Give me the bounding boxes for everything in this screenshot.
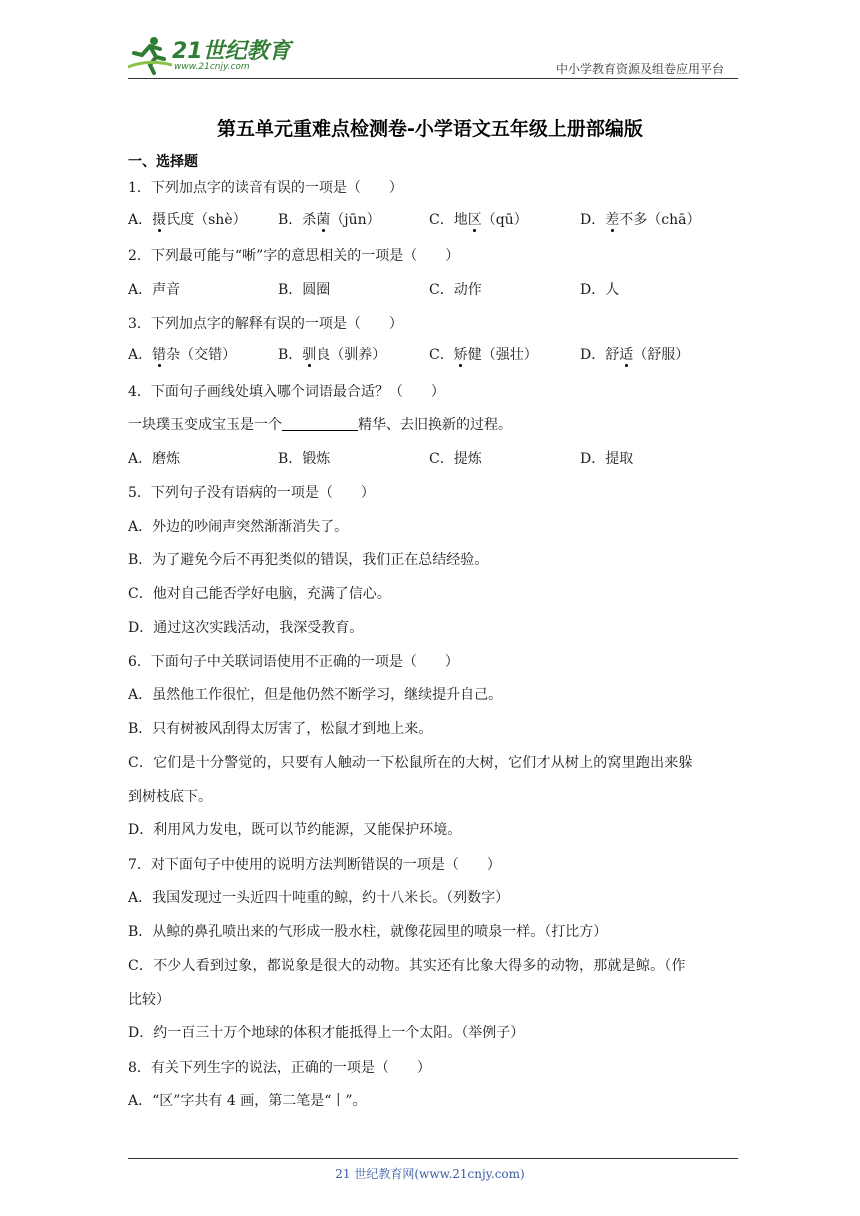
dotted-char: 菌 — [316, 212, 331, 228]
dotted-char: 驯 — [302, 347, 317, 363]
page-header — [128, 30, 738, 80]
footer-link[interactable]: 21 世纪教育网(www.21cnjy.com) — [335, 1167, 525, 1181]
question-6-option-d[interactable]: D．利用风力发电，既可以节约能源，又能保护环境。 — [128, 822, 462, 838]
question-6-stem: 6．下面句子中关联词语使用不正确的一项是（ ） — [128, 654, 459, 670]
option-text: 良（驯养） — [316, 347, 387, 363]
question-2-option-a[interactable]: A．声音 — [128, 282, 181, 298]
option-text: 健（强壮） — [467, 347, 538, 363]
question-8-stem: 8．有关下列生字的说法，正确的一项是（ ） — [128, 1060, 431, 1076]
dotted-char: 矫 — [453, 347, 468, 363]
question-3-option-b[interactable] — [278, 345, 386, 365]
option-text: （qū） — [481, 212, 528, 228]
option-text: 氏度（shè） — [166, 212, 247, 228]
question-1-option-b[interactable] — [278, 210, 381, 230]
question-3-option-c[interactable] — [429, 345, 538, 365]
question-5-option-d[interactable]: D．通过这次实践活动，我深受教育。 — [128, 620, 364, 636]
page-title: 第五单元重难点检测卷-小学语文五年级上册部编版 — [217, 118, 643, 140]
header-divider — [128, 78, 738, 79]
question-6-option-a[interactable]: A．虽然他工作很忙，但是他仍然不断学习，继续提升自己。 — [128, 687, 503, 703]
question-6-option-c-continued: 到树枝底下。 — [128, 789, 212, 805]
question-2-option-c[interactable]: C．动作 — [429, 282, 482, 298]
question-7-option-c[interactable]: C．不少人看到过象，都说象是很大的动物。其实还有比象大得多的动物，那就是鲸。（作 — [128, 958, 686, 974]
dotted-char: 差 — [605, 212, 620, 228]
running-figure-logo-icon — [128, 35, 172, 75]
question-7-option-a[interactable]: A．我国发现过一头近四十吨重的鲸，约十八米长。（列数字） — [128, 890, 510, 906]
question-5-stem: 5．下列句子没有语病的一项是（ ） — [128, 485, 375, 501]
question-3-option-a[interactable] — [128, 345, 236, 365]
question-4-option-d[interactable]: D．提取 — [580, 451, 634, 467]
question-6-option-b[interactable]: B．只有树被风刮得太厉害了，松鼠才到地上来。 — [128, 721, 433, 737]
platform-name: 中小学教育资源及组卷应用平台 — [555, 62, 724, 76]
question-4-option-c[interactable]: C．提炼 — [429, 451, 482, 467]
logo-url: www.21cnjy.com — [174, 62, 250, 72]
option-text: 不多（chā） — [619, 212, 701, 228]
option-text: 杂（交错） — [166, 347, 237, 363]
logo-text: 21世纪教育 — [172, 39, 291, 64]
fill-in-blank[interactable] — [282, 416, 358, 431]
dotted-char: 区 — [467, 212, 482, 228]
question-2-stem: 2．下列最可能与“唽”字的意思相关的一项是（ ） — [128, 248, 460, 264]
question-1-option-c[interactable] — [429, 210, 528, 230]
question-2-option-b[interactable]: B．圆圈 — [278, 282, 331, 298]
question-8-option-a[interactable]: A．“区”字共有 4 画，第二笔是“丨”。 — [128, 1093, 367, 1109]
option-prefix: A． — [128, 212, 153, 228]
option-prefix: C． — [429, 347, 454, 363]
option-prefix: D． — [580, 212, 606, 228]
question-5-option-a[interactable]: A．外边的吵闹声突然渐渐消失了。 — [128, 519, 349, 535]
question-3-option-d[interactable] — [580, 345, 689, 365]
question-4-option-a[interactable]: A．磨炼 — [128, 451, 181, 467]
question-1-stem: 1．下列加点字的读音有误的一项是（ ） — [128, 180, 403, 196]
question-4-sentence — [128, 415, 512, 435]
question-2-option-d[interactable]: D．人 — [580, 282, 620, 298]
option-text: （jūn） — [330, 212, 381, 228]
option-prefix: D．舒 — [580, 347, 620, 363]
site-logo[interactable] — [128, 34, 291, 76]
option-prefix: B． — [278, 347, 303, 363]
dotted-char: 适 — [619, 347, 634, 363]
option-prefix: B．杀 — [278, 212, 317, 228]
question-4-option-b[interactable]: B．锻炼 — [278, 451, 331, 467]
question-7-stem: 7．对下面句子中使用的说明方法判断错误的一项是（ ） — [128, 857, 501, 873]
dotted-char: 摄 — [152, 212, 167, 228]
question-5-option-c[interactable]: C．他对自己能否学好电脑，充满了信心。 — [128, 586, 391, 602]
section-heading: 一、选择题 — [128, 154, 198, 170]
question-3-stem: 3．下列加点字的解释有误的一项是（ ） — [128, 316, 403, 332]
footer-divider — [128, 1158, 738, 1159]
question-7-option-d[interactable]: D．约一百三十万个地球的体积才能抵得上一个太阳。（举例子） — [128, 1025, 525, 1041]
question-6-option-c[interactable]: C．它们是十分警觉的，只要有人触动一下松鼠所在的大树，它们才从树上的窝里跑出来躲 — [128, 755, 693, 771]
question-5-option-b[interactable]: B．为了避免今后不再犯类似的错误，我们正在总结经验。 — [128, 552, 489, 568]
option-text: （舒服） — [633, 347, 690, 363]
question-1-option-a[interactable] — [128, 210, 247, 230]
question-7-option-b[interactable]: B．从鲸的鼻孔喷出来的气形成一股水柱，就像花园里的喷泉一样。（打比方） — [128, 924, 608, 940]
option-prefix: C．地 — [429, 212, 468, 228]
question-1-option-d[interactable] — [580, 210, 700, 230]
dotted-char: 错 — [152, 347, 167, 363]
sentence-text: 一块璞玉变成宝玉是一个 — [128, 417, 282, 433]
sentence-text: 精华、去旧换新的过程。 — [358, 417, 512, 433]
question-4-stem: 4．下面句子画线处填入哪个词语最合适？（ ） — [128, 384, 445, 400]
option-prefix: A． — [128, 347, 153, 363]
question-7-option-c-continued: 比较） — [128, 992, 170, 1008]
